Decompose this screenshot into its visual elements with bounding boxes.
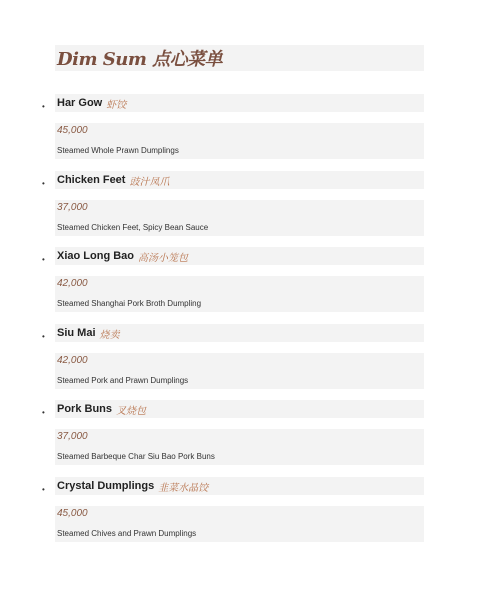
bullet-icon: • xyxy=(42,179,45,188)
item-detail-bar xyxy=(55,429,424,465)
item-name-bar xyxy=(55,400,424,418)
item-description: Steamed Pork and Prawn Dumplings xyxy=(57,376,189,385)
item-chinese-name: 高汤小笼包 xyxy=(138,252,188,264)
menu-item xyxy=(0,94,480,170)
item-chinese-name: 烧卖 xyxy=(99,329,120,341)
item-name-bar xyxy=(55,324,424,342)
item-description: Steamed Chives and Prawn Dumplings xyxy=(57,529,197,538)
menu-item xyxy=(0,477,480,553)
bullet-icon: • xyxy=(42,485,45,494)
item-name: Chicken Feet xyxy=(57,174,126,186)
item-detail-bar xyxy=(55,200,424,236)
menu-item xyxy=(0,324,480,400)
item-price: 42,000 xyxy=(57,355,88,366)
item-name-bar xyxy=(55,171,424,189)
item-price: 42,000 xyxy=(57,278,88,289)
bullet-icon: • xyxy=(42,255,45,264)
item-detail-bar xyxy=(55,276,424,312)
item-detail-bar xyxy=(55,353,424,389)
menu-item xyxy=(0,400,480,476)
item-description: Steamed Shanghai Pork Broth Dumpling xyxy=(57,299,202,308)
bullet-icon: • xyxy=(42,332,45,341)
item-name: Siu Mai xyxy=(57,327,96,339)
item-chinese-name: 虾饺 xyxy=(106,99,127,111)
item-chinese-name: 豉汁凤爪 xyxy=(129,176,170,188)
bullet-icon: • xyxy=(42,102,45,111)
item-detail-bar xyxy=(55,123,424,159)
title-bar xyxy=(55,45,424,71)
item-description: Steamed Whole Prawn Dumplings xyxy=(57,146,179,155)
menu-item xyxy=(0,247,480,323)
item-chinese-name: 韭菜水晶饺 xyxy=(158,482,209,494)
item-detail-bar xyxy=(55,506,424,542)
item-name: Har Gow xyxy=(57,97,103,109)
item-chinese-name: 叉烧包 xyxy=(116,405,147,417)
item-name: Crystal Dumplings xyxy=(57,480,155,492)
item-description: Steamed Chicken Feet, Spicy Bean Sauce xyxy=(57,223,209,232)
menu-item xyxy=(0,171,480,247)
item-price: 45,000 xyxy=(57,125,88,136)
bullet-icon: • xyxy=(42,408,45,417)
item-description: Steamed Barbeque Char Siu Bao Pork Buns xyxy=(57,452,215,461)
item-price: 37,000 xyxy=(57,202,88,213)
item-name-bar xyxy=(55,247,424,265)
item-name: Xiao Long Bao xyxy=(57,250,134,262)
item-price: 45,000 xyxy=(57,508,88,519)
item-price: 37,000 xyxy=(57,431,88,442)
item-name-bar xyxy=(55,94,424,112)
item-name-bar xyxy=(55,477,424,495)
item-name: Pork Buns xyxy=(57,403,113,415)
menu-title: Dim Sum 点心菜单 xyxy=(57,49,223,70)
